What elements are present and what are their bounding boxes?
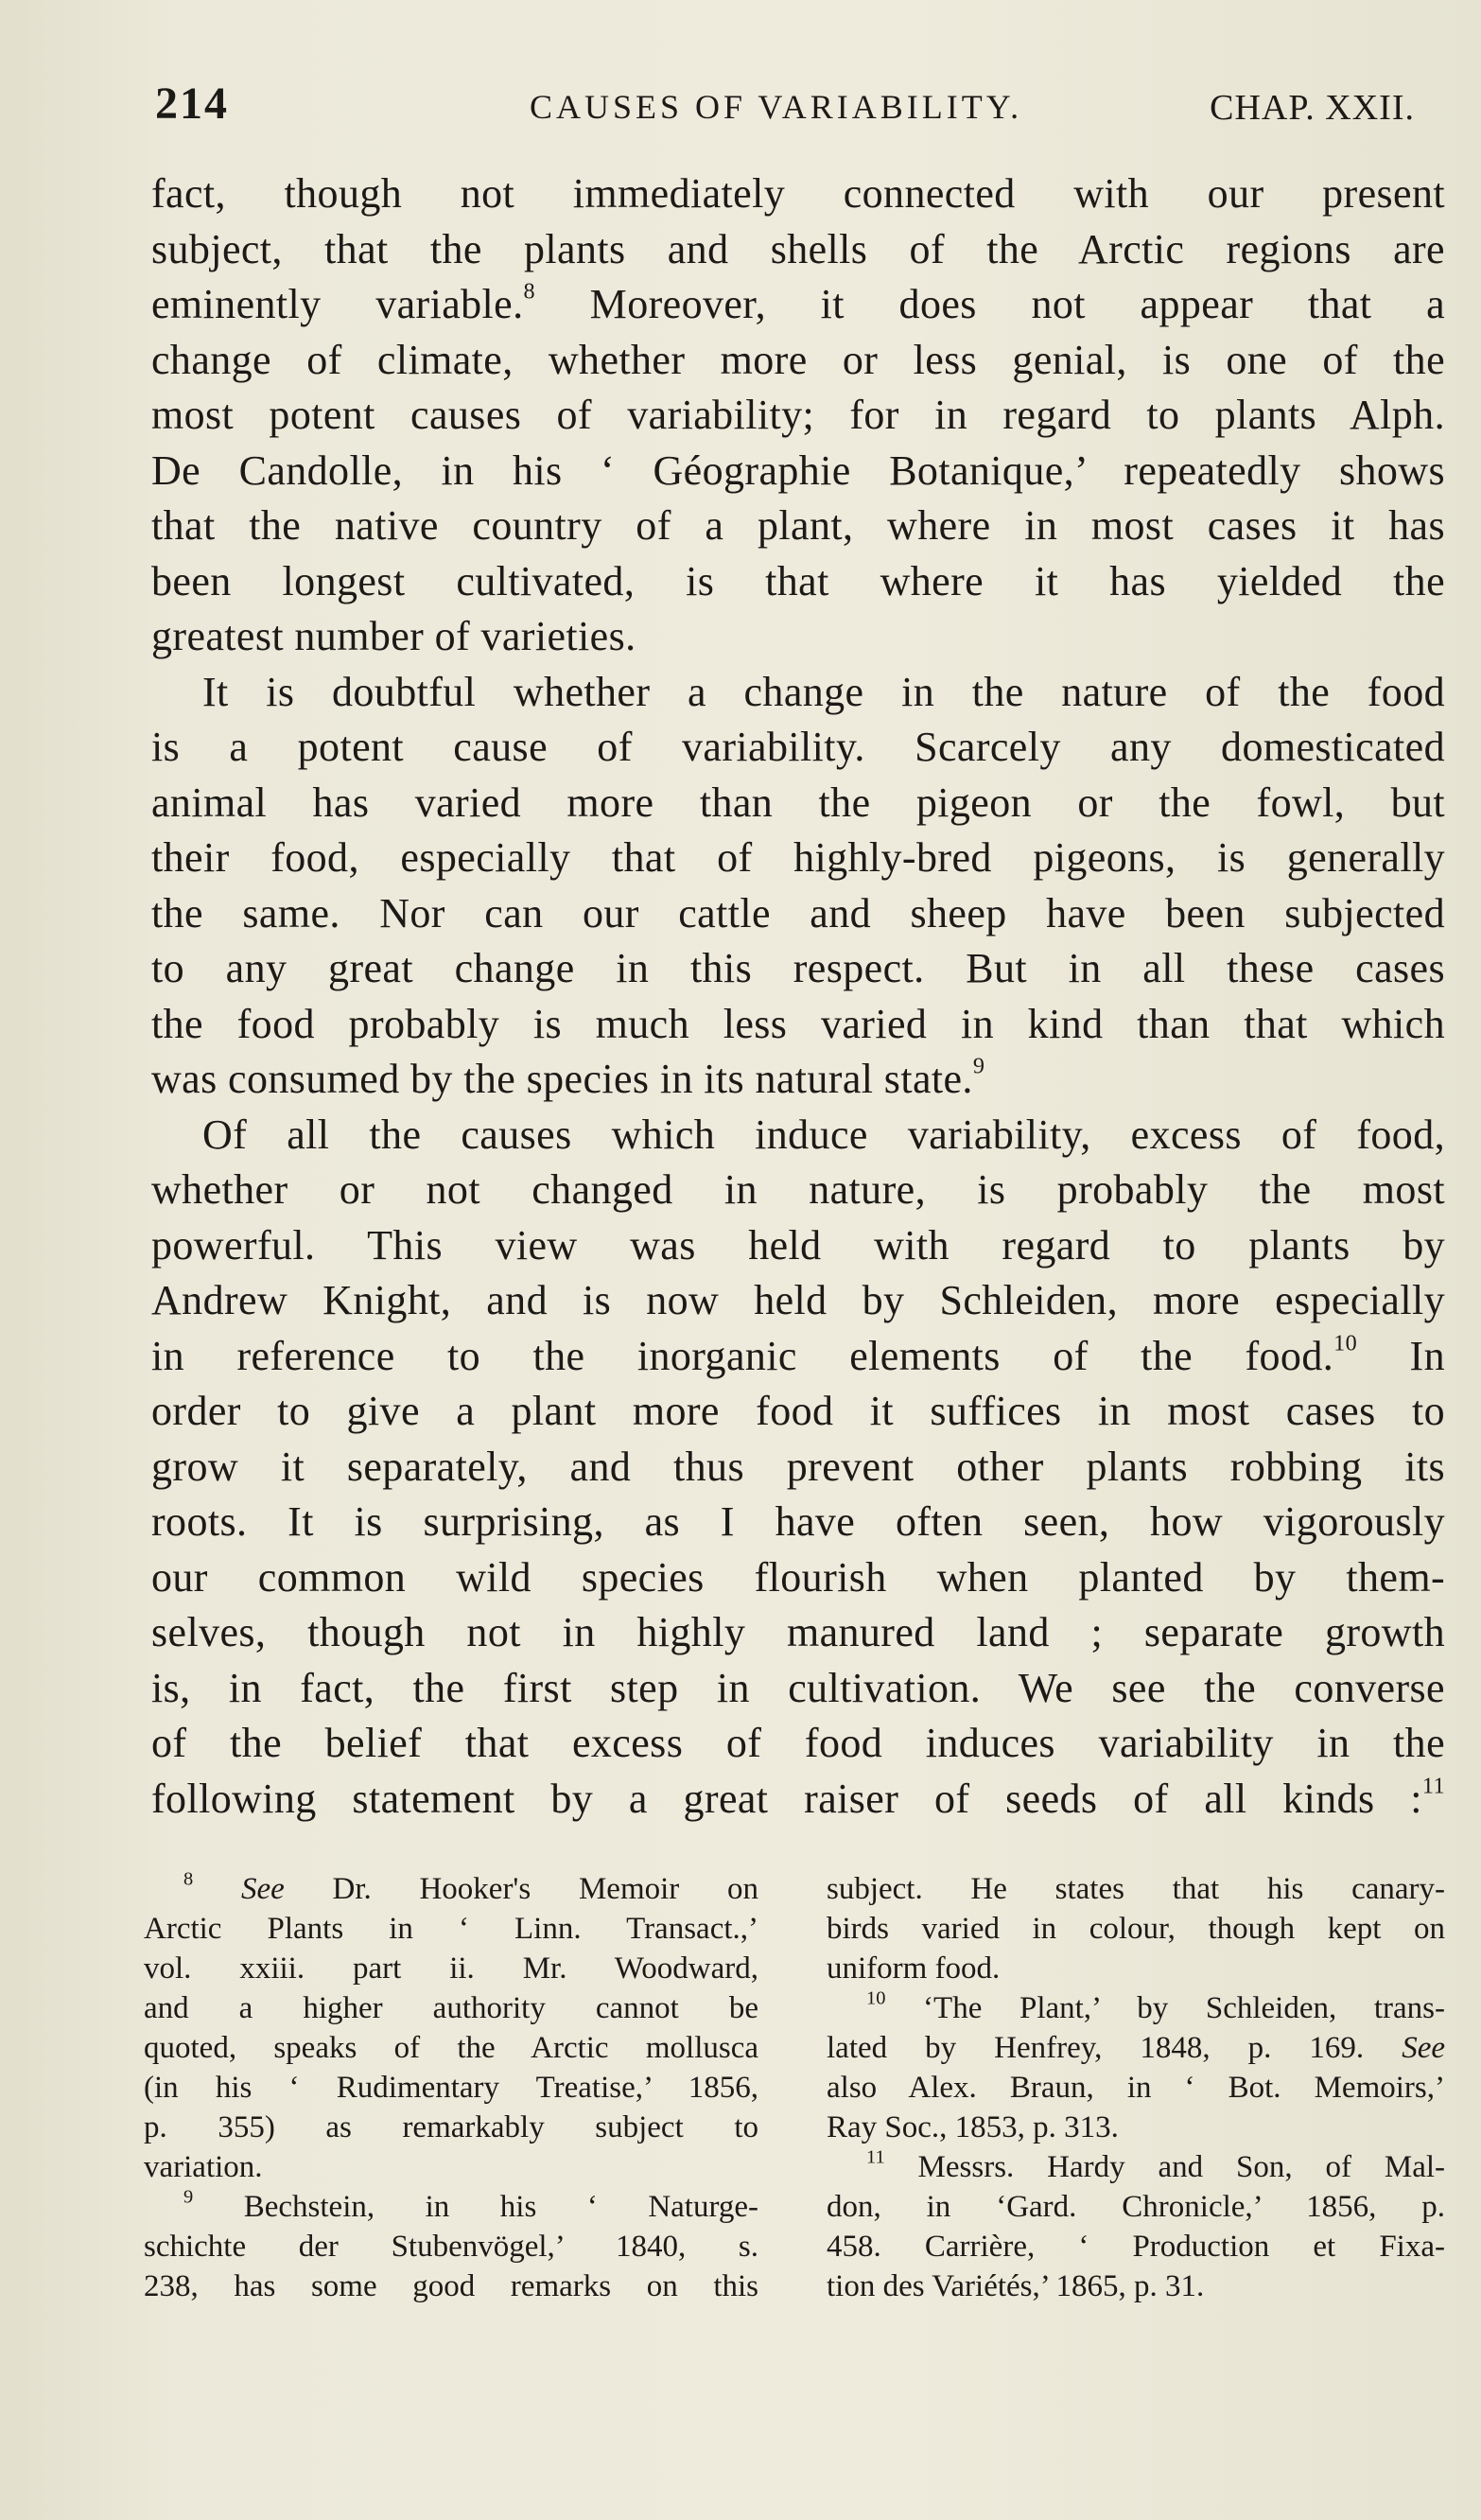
- text-line: Andrew Knight, and is now held by Schleiden, more especially: [151, 1277, 1445, 1323]
- footnote-line: variation.: [144, 2150, 263, 2184]
- text-line: It is doubtful whether a change in the nature of the food: [202, 668, 1445, 715]
- footnote-line: schichte der Stubenvögel,’ 1840, s.: [144, 2230, 758, 2264]
- footnote-line: $^{10}$ ‘The Plant,’ by Schleiden, trans-: [866, 1987, 1445, 2025]
- text-line: is a potent cause of variability. Scarcely any domesticated: [151, 724, 1445, 770]
- footnote-line: uniform food.: [827, 1951, 1001, 1986]
- footnote-line: lated by Henfrey, 1848, p. 169. See: [827, 2031, 1446, 2065]
- text-line: animal has varied more than the pigeon or the fowl, but: [151, 779, 1445, 826]
- footnote-line: (in his ‘ Rudimentary Treatise,’ 1856,: [144, 2071, 758, 2105]
- footnote-column-left: [144, 1869, 758, 2306]
- text-line: subject, that the plants and shells of the Arctic regions are: [151, 225, 1445, 272]
- running-head: [151, 78, 1443, 134]
- text-line: is, in fact, the first step in cultivation. We see the converse: [151, 1664, 1445, 1711]
- text-line: order to give a plant more food it suffices in most cases to: [151, 1388, 1445, 1434]
- text-line: their food, especially that of highly-bred pigeons, is generally: [151, 834, 1445, 881]
- footnote-line: 238, has some good remarks on this: [144, 2269, 758, 2303]
- footnote-line: quoted, speaks of the Arctic mollusca: [144, 2031, 758, 2065]
- text-line: was consumed by the species in its natural state.$^9$: [151, 1053, 985, 1102]
- text-line: the same. Nor can our cattle and sheep have been subjected: [151, 889, 1445, 936]
- footnote-number: 9: [183, 2186, 194, 2208]
- footnote-line: subject. He states that his canary-: [827, 1872, 1445, 1906]
- footnote-line: $^8$ See Dr. Hooker's Memoir on: [183, 1868, 758, 1906]
- footnote-column-right: [827, 1869, 1445, 2306]
- text-line: De Candolle, in his ‘ Géographie Botanique,’ repeatedly shows: [151, 446, 1445, 494]
- text-line: our common wild species flourish when planted by them-: [151, 1553, 1445, 1601]
- footnote-number: 11: [866, 2146, 885, 2168]
- text-line: whether or not changed in nature, is probably the most: [151, 1166, 1445, 1213]
- footnote-line: birds varied in colour, though kept on: [827, 1912, 1445, 1946]
- paragraph-2: [151, 665, 1445, 1108]
- footnote-line: $^{11}$ Messrs. Hardy and Son, of Mal-: [866, 2146, 1445, 2184]
- text-line: roots. It is surprising, as I have often seen, how vigorously: [151, 1498, 1445, 1545]
- footnote-ref: 8: [523, 278, 536, 305]
- page-number: 214: [155, 79, 229, 129]
- footnote-line: p. 355) as remarkably subject to: [144, 2110, 758, 2144]
- footnote-ref: 10: [1333, 1329, 1358, 1356]
- text-line: selves, though not in highly manured land ; separate growth: [151, 1609, 1445, 1655]
- text-line: powerful. This view was held with regard to plants by: [151, 1221, 1445, 1269]
- text-line: Of all the causes which induce variability, excess of food,: [202, 1111, 1445, 1158]
- text-line: fact, though not immediately connected with our present: [151, 170, 1445, 217]
- text-line: most potent causes of variability; for in regard to plants Alph.: [151, 392, 1445, 438]
- footnote-line: Ray Soc., 1853, p. 313.: [827, 2110, 1119, 2144]
- text-line: been longest cultivated, is that where it has yielded the: [151, 557, 1445, 604]
- text-line: following statement by a great raiser of seeds of all kinds :$^{11}$: [151, 1772, 1445, 1822]
- footnote-line: and a higher authority cannot be: [144, 1991, 758, 2025]
- paragraph-1: [151, 166, 1445, 665]
- text-line: grow it separately, and thus prevent other plants robbing its: [151, 1443, 1445, 1490]
- paragraph-3: [151, 1108, 1445, 1828]
- footnote-line: $^9$ Bechstein, in his ‘ Naturge-: [183, 2186, 758, 2224]
- footnote-line: vol. xxiii. part ii. Mr. Woodward,: [144, 1951, 758, 1986]
- text-line: greatest number of varieties.: [151, 613, 636, 659]
- footnote-ref: 11: [1421, 1772, 1445, 1798]
- text-line: of the belief that excess of food induces variability in the: [151, 1720, 1445, 1766]
- footnote-ref: 9: [972, 1053, 985, 1079]
- text-line: eminently variable.$^8$ Moreover, it does not appear that a: [151, 278, 1446, 327]
- running-title: CAUSES OF VARIABILITY.: [530, 88, 1023, 126]
- chapter-label: CHAP. XXII.: [1210, 88, 1415, 128]
- text-line: the food probably is much less varied in kind than that which: [151, 1000, 1445, 1047]
- footnote-line: also Alex. Braun, in ‘ Bot. Memoirs,’: [827, 2071, 1445, 2105]
- footnote-number: 8: [183, 1868, 194, 1890]
- text-line: change of climate, whether more or less genial, is one of the: [151, 336, 1445, 383]
- footnote-line: don, in ‘Gard. Chronicle,’ 1856, p.: [827, 2190, 1445, 2224]
- text-line: to any great change in this respect. But in all these cases: [151, 945, 1445, 991]
- footnote-number: 10: [866, 1987, 886, 2009]
- body-text: [151, 166, 1445, 1827]
- footnote-line: tion des Variétés,’ 1865, p. 31.: [827, 2269, 1205, 2303]
- footnote-line: Arctic Plants in ‘ Linn. Transact.,’: [144, 1912, 758, 1946]
- text-line: that the native country of a plant, where in most cases it has: [151, 502, 1445, 549]
- footnote-line: 458. Carrière, ‘ Production et Fixa-: [827, 2230, 1445, 2264]
- text-line: in reference to the inorganic elements of the food.$^{10}$ In: [151, 1329, 1446, 1379]
